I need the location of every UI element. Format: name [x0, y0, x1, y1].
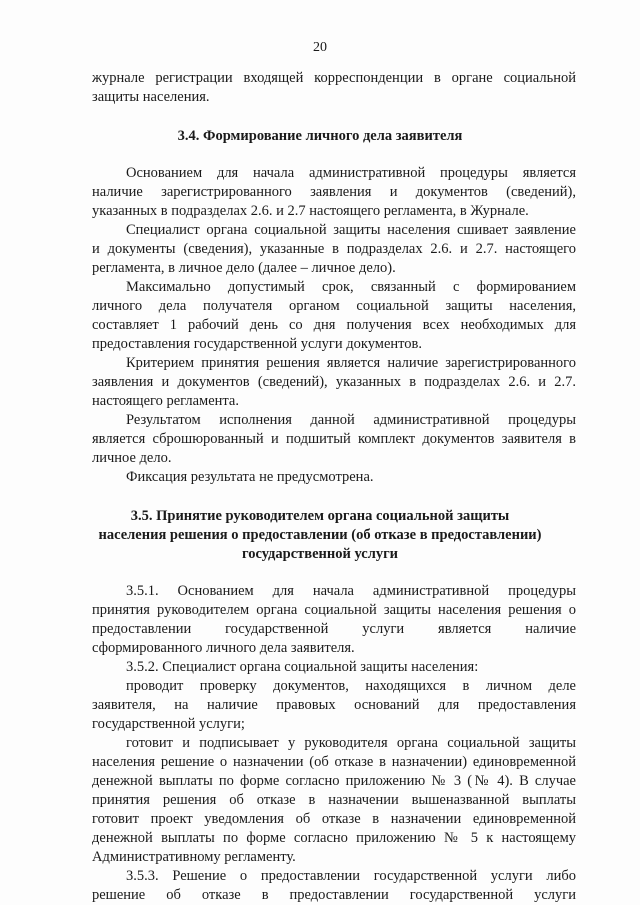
section-heading-line: государственной услуги: [241, 546, 399, 562]
text-line: заявления и документов (сведений), указанных в подразделах 2.6. и 2.7.: [92, 374, 576, 390]
text-line: принятия руководителем органа социальной защиты населения решения о: [92, 602, 576, 618]
text-line: наличие зарегистрированного заявления и документов (сведений),: [92, 184, 576, 200]
text-line: решение об отказе в предоставлении государственной услуги: [92, 887, 576, 903]
text-line: и документы (сведения), указанные в подразделах 2.6. и 2.7. настоящего: [92, 241, 576, 257]
text-line: предоставления государственной услуги документов.: [92, 336, 423, 352]
section-heading-line: 3.4. Формирование личного дела заявителя: [177, 128, 463, 144]
text-line: государственной услуги;: [92, 716, 245, 732]
text-line: Результатом исполнения данной административной процедуры: [126, 412, 576, 428]
page-number: 20: [313, 40, 327, 55]
text-line: проводит проверку документов, находящихся в личном деле: [126, 678, 576, 694]
text-line: регламента, в личное дело (далее – личное дело).: [92, 260, 396, 276]
text-line: Специалист органа социальной защиты населения сшивает заявление: [126, 222, 576, 238]
section-heading-line: 3.5. Принятие руководителем органа социальной защиты: [130, 508, 510, 524]
text-line: принятия решения об отказе в назначении вышеназванной выплаты: [92, 792, 576, 808]
text-line: 3.5.3. Решение о предоставлении государственной услуги либо: [126, 868, 576, 884]
text-line: предоставлении государственной услуги является наличие: [92, 621, 576, 637]
text-line: журнале регистрации входящей корреспонденции в органе социальной: [92, 70, 576, 86]
text-line: является сброшюрованный и подшитый комплект документов заявителя в: [92, 431, 576, 447]
text-line: Административному регламенту.: [92, 849, 296, 865]
text-line: личное дело.: [92, 450, 172, 466]
text-line: Критерием принятия решения является наличие зарегистрированного: [126, 355, 576, 371]
text-line: заявителя, на наличие правовых оснований для предоставления: [92, 697, 576, 713]
text-line: Основанием для начала административной процедуры является: [126, 165, 576, 181]
text-line: населения решение о назначении (об отказе в назначении) единовременной: [92, 754, 576, 770]
text-line: указанных в подразделах 2.6. и 2.7 настоящего регламента, в Журнале.: [92, 203, 529, 219]
text-line: денежной выплаты по форме согласно приложению № 5 к настоящему: [92, 830, 576, 846]
text-line: готовит проект уведомления об отказе в назначении единовременной: [92, 811, 576, 827]
text-line: настоящего регламента.: [92, 393, 239, 409]
section-heading-line: населения решения о предоставлении (об отказе в предоставлении): [98, 527, 542, 543]
text-line: готовит и подписывает у руководителя органа социальной защиты: [126, 735, 576, 751]
text-line: Максимально допустимый срок, связанный с формированием: [126, 279, 576, 295]
text-line: 3.5.1. Основанием для начала административной процедуры: [126, 583, 576, 599]
text-line: личного дела получателя органом социальной защиты населения,: [92, 298, 576, 314]
text-line: денежной выплаты по форме согласно приложению № 3 (№ 4). В случае: [92, 773, 576, 789]
text-line: составляет 1 рабочий день со дня получения всех необходимых для: [92, 317, 576, 333]
text-line: 3.5.2. Специалист органа социальной защиты населения:: [126, 659, 479, 675]
text-line: сформированного личного дела заявителя.: [92, 640, 355, 656]
text-line: защиты населения.: [92, 89, 210, 105]
text-line: Фиксация результата не предусмотрена.: [126, 469, 374, 485]
